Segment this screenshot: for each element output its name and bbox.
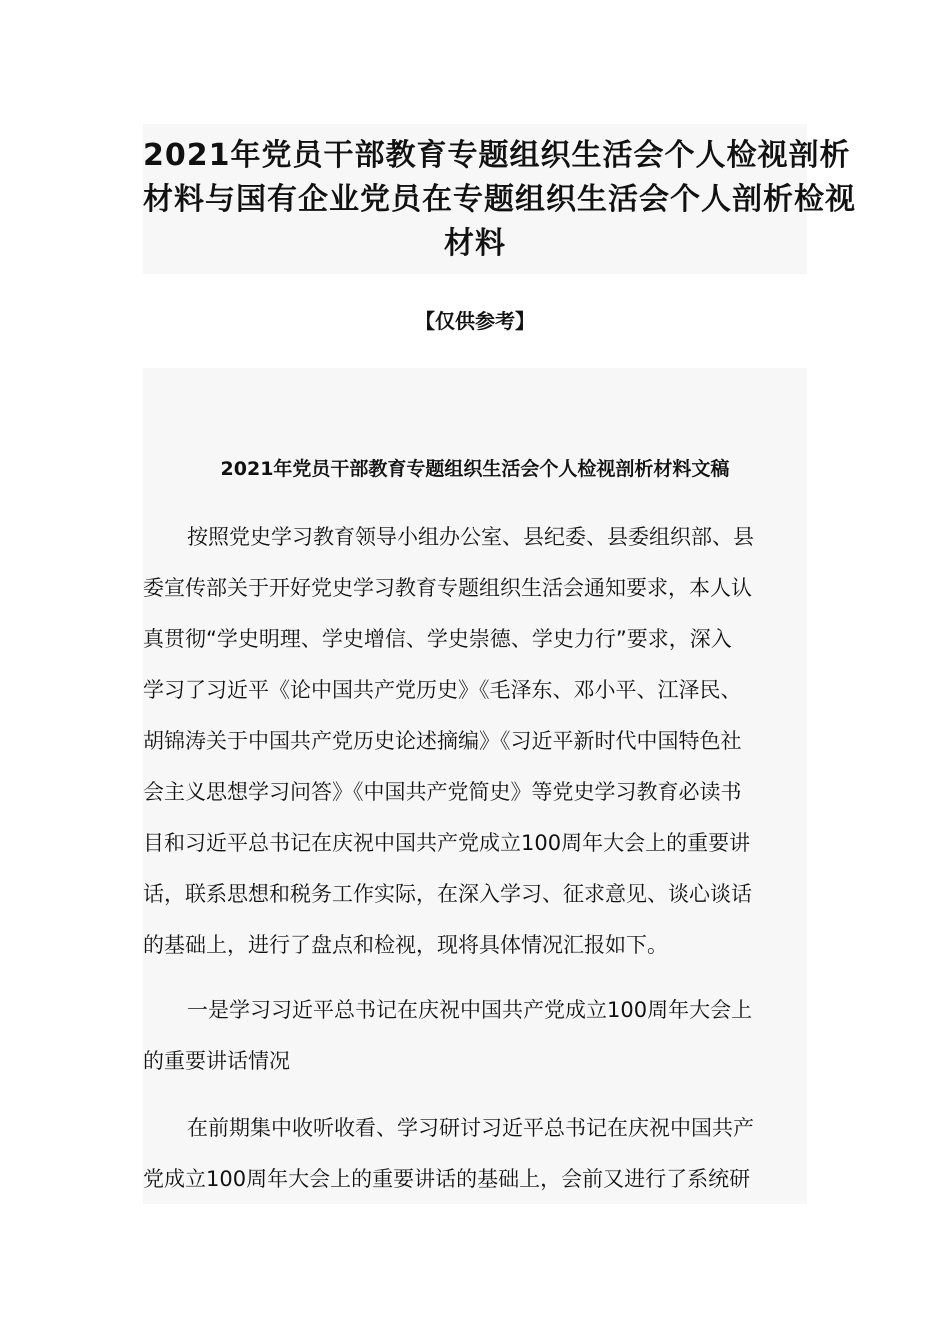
paragraph-line: 学习了习近平《论中国共产党历史》《毛泽东、邓小平、江泽民、	[143, 678, 742, 702]
paragraph	[143, 985, 807, 1087]
paragraph-line: 的重要讲话情况	[143, 1049, 290, 1073]
paragraph-line: 话，联系思想和税务工作实际，在深入学习、征求意见、谈心谈话	[143, 882, 752, 906]
paragraph-line: 真贯彻“学史明理、学史增信、学史崇德、学史力行”要求，深入	[143, 627, 732, 651]
title-line: 材料与国有企业党员在专题组织生活会个人剖析检视	[143, 182, 856, 217]
section-title: 2021年党员干部教育专题组织生活会个人检视剖析材料文稿	[220, 458, 730, 480]
reference-note: 【仅供参考】	[415, 309, 535, 333]
paragraph-line: 目和习近平总书记在庆祝中国共产党成立100周年大会上的重要讲	[143, 831, 751, 855]
paragraph-line: 会主义思想学习问答》《中国共产党简史》等党史学习教育必读书	[143, 780, 742, 804]
paragraph-line: 胡锦涛关于中国共产党历史论述摘编》《习近平新时代中国特色社	[143, 729, 742, 753]
title-line: 2021年党员干部教育专题组织生活会个人检视剖析	[143, 138, 851, 173]
paragraph-line: 按照党史学习教育领导小组办公室、县纪委、县委组织部、县	[187, 525, 754, 549]
paragraph-line: 委宣传部关于开好党史学习教育专题组织生活会通知要求，本人认	[143, 576, 752, 600]
content-area	[143, 368, 807, 1204]
paragraph-line: 党成立100周年大会上的重要讲话的基础上，会前又进行了系统研	[143, 1167, 751, 1191]
document-title	[143, 124, 856, 274]
paragraph-line: 一是学习习近平总书记在庆祝中国共产党成立100周年大会上	[187, 998, 753, 1022]
paragraph	[143, 1103, 807, 1205]
paragraph	[143, 512, 807, 971]
title-line: 材料	[444, 226, 506, 261]
paragraph-line: 在前期集中收听收看、学习研讨习近平总书记在庆祝中国共产	[187, 1116, 754, 1140]
paragraph-line: 的基础上，进行了盘点和检视，现将具体情况汇报如下。	[143, 933, 668, 957]
